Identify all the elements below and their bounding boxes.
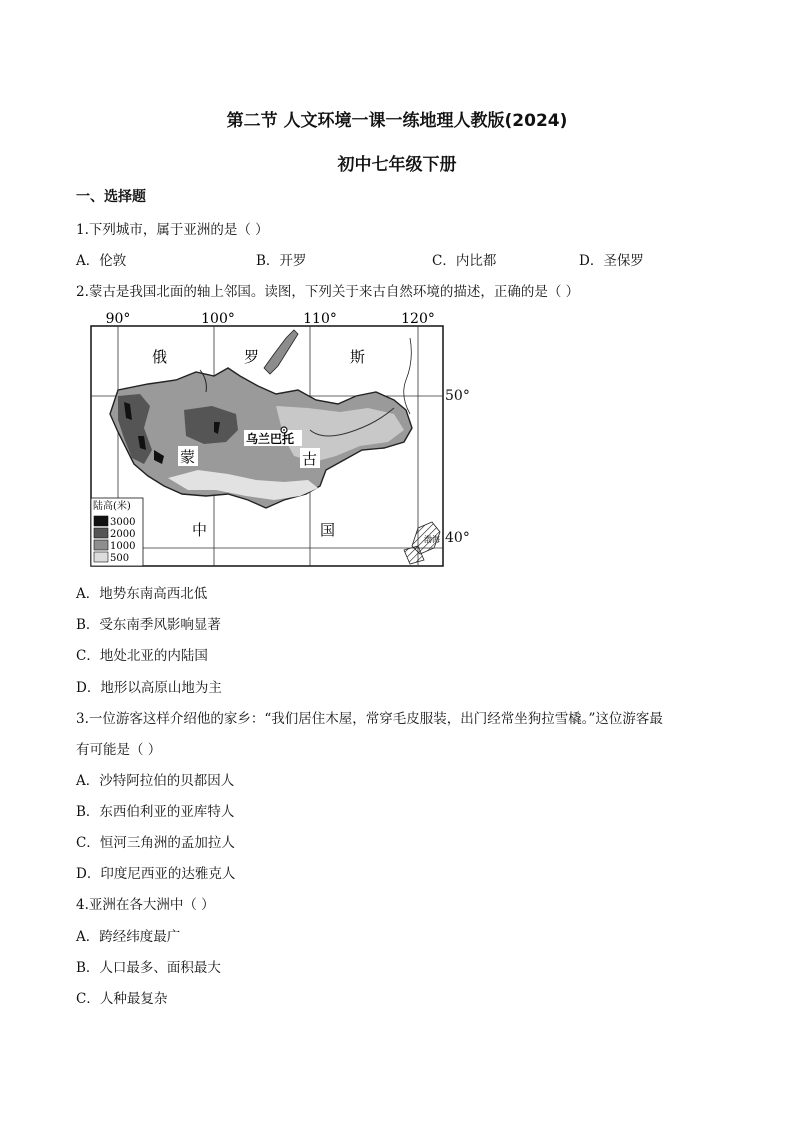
legend-swatch-3000 [94,516,108,526]
legend-swatch-1000 [94,540,108,550]
legend-value-500: 500 [110,553,130,564]
question-3-option-c: C．恒河三角洲的孟加拉人 [76,835,235,851]
question-3-stem-line1: 3.一位游客这样介绍他的家乡：“我们居住木屋，常穿毛皮服装，出门经常坐狗拉雪橇。”这位游客最 [76,711,663,727]
question-1-option-c: C．内比都 [432,253,497,269]
city-label: 乌兰巴托 [246,432,295,446]
question-3-option-d: D．印度尼西亚的达雅克人 [76,866,236,882]
question-2-option-b: B．受东南季风影响显著 [76,617,221,633]
sea-label: 渤海 [424,535,440,544]
legend-value-2000: 2000 [110,529,136,540]
lon-label-90: 90° [105,311,131,327]
question-1-option-d: D．圣保罗 [579,253,644,269]
lat-label-40: 40° [445,530,470,546]
lat-label-50: 50° [445,388,470,404]
section-heading: 一、选择题 [76,189,146,205]
label-guo: 国 [320,521,336,539]
question-1-option-b: B．开罗 [256,253,307,269]
label-luo: 罗 [244,348,260,366]
question-1-option-a: A．伦敦 [76,253,127,269]
capital-marker-dot [283,429,285,431]
legend-value-1000: 1000 [110,541,136,552]
label-si: 斯 [350,348,366,366]
page-title: 第二节 人文环境一课一练地理人教版(2024) [226,111,568,131]
legend-title: 陆高(米) [93,501,131,512]
question-2-option-a: A．地势东南高西北低 [76,586,208,602]
question-4-stem: 4.亚洲在各大洲中（ ） [76,897,215,913]
legend-value-3000: 3000 [110,517,136,528]
page-subtitle: 初中七年级下册 [337,155,457,175]
question-4-option-b: B．人口最多、面积最大 [76,960,221,976]
question-3-option-b: B．东西伯利亚的亚库特人 [76,804,235,820]
legend-swatch-2000 [94,528,108,538]
lon-label-100: 100° [201,311,235,327]
legend-swatch-500 [94,552,108,562]
label-gu: 古 [302,450,318,468]
label-zhong: 中 [192,521,208,539]
label-meng: 蒙 [180,448,196,466]
lon-label-120: 120° [401,311,435,327]
lon-label-110: 110° [303,311,337,327]
question-2-option-c: C．地处北亚的内陆国 [76,648,208,664]
question-2-option-d: D．地形以高原山地为主 [76,680,222,696]
question-4-option-a: A．跨经纬度最广 [76,929,181,945]
question-4-option-c: C．人种最复杂 [76,991,168,1007]
question-1-stem: 1.下列城市，属于亚洲的是（ ） [76,222,269,238]
question-3-option-a: A．沙特阿拉伯的贝都因人 [76,773,235,789]
label-e: 俄 [152,348,168,366]
question-2-stem: 2.蒙古是我国北面的轴上邻国。读图，下列关于来古自然环境的描述，正确的是（ ） [76,284,580,300]
mongolia-relief-map [88,310,448,570]
question-3-stem-line2: 有可能是（ ） [76,742,162,758]
